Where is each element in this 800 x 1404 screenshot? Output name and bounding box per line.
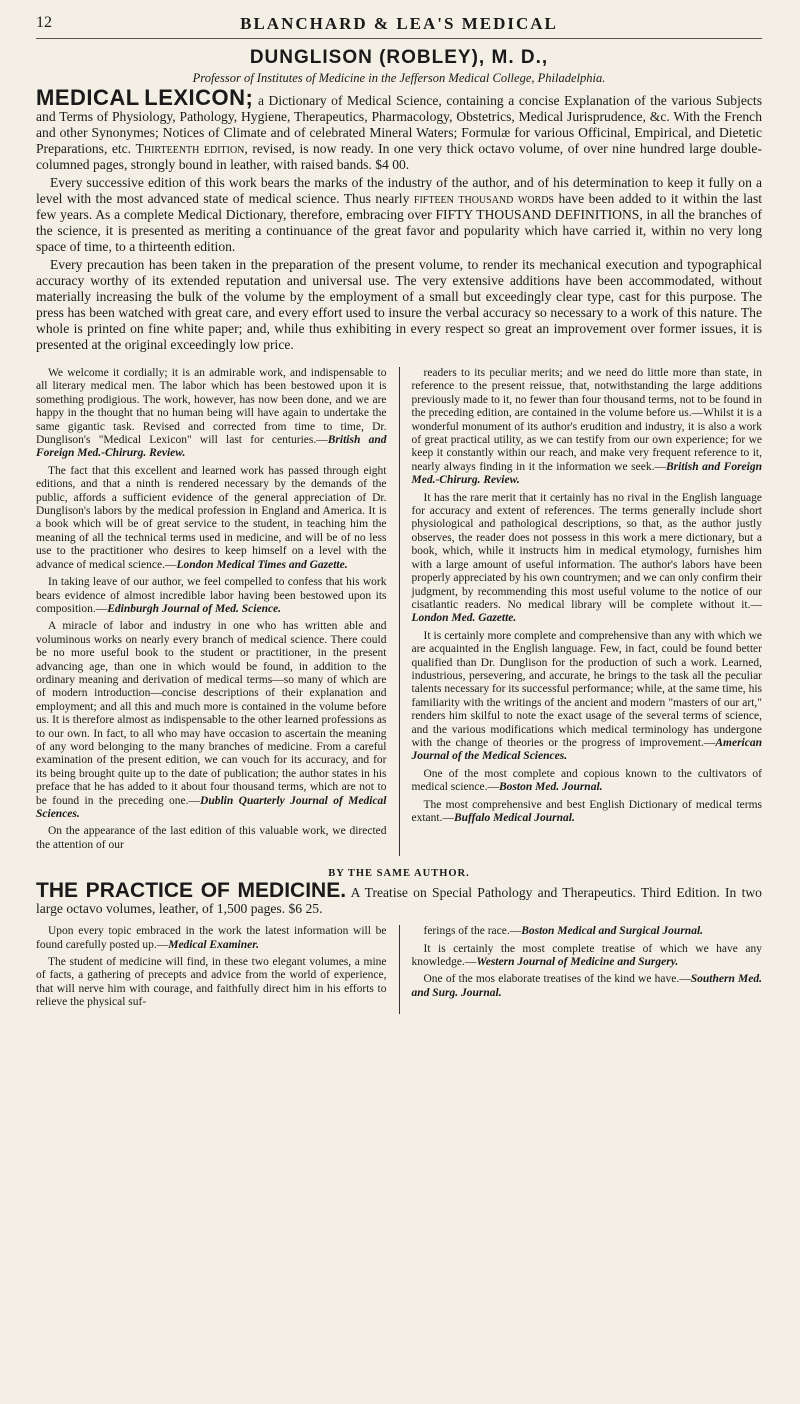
review-text: It is certainly the most complete treatise of which we have any knowledge.— [411, 942, 762, 969]
review-source: Boston Medical and Surgical Journal. [521, 925, 704, 938]
review-text: On the appearance of the last edition of this valuable work, we directed the attention of our [36, 825, 387, 851]
review-source: Dublin Quarterly Journal of Medical Sciences. [36, 794, 387, 820]
review-paragraph [36, 620, 387, 821]
review-source: British and Foreign Med.-Chirurg. Review. [36, 434, 387, 460]
review-text: readers to its peculiar merits; and we need do little more than state, in reference to the present reissue, that, notwithstanding the large additions previously made to it, no fewer than four thousand terms, not to be found in the preceding edition, are contained in the volume before us.—Whilst it is a wonderful monument of its author's erudition and industry, it is also a work of great practical utility, as we can testify from our own experience; for we keep it constantly within our reach, and make very frequent reference to it, nearly always finding in it the information we seek.— [411, 367, 762, 473]
review-paragraph [36, 825, 387, 852]
para1-text-a: Every successive edition of this work bears the marks of the industry of the author, and of his determination to keep it fully on a level with the most advanced state of medical science. Thus nearly [36, 175, 762, 206]
page-number: 12 [36, 14, 52, 31]
review-text: One of the mos elaborate treatises of the kind we have.— [423, 973, 691, 986]
review-text: The fact that this excellent and learned work has passed through eight editions, and that a ninth is rendered necessary by the demands of the public, affords a sufficient evidence of the general appreciation of Dr. Dunglison's labors by the medical profession in England and America. It is a book which will be of great service to the student, in teaching him the meaning of all the technical terms used in medicine, and will be of no less use to the practitioner who desires to keep himself on a level with the advance of medical science.— [36, 464, 387, 571]
review-source: Boston Med. Journal. [499, 781, 603, 794]
lexicon-edition: Thirteenth edition, [135, 141, 248, 156]
practice-right-column [412, 925, 763, 1013]
review-source: London Medical Times and Gazette. [176, 558, 348, 571]
review-paragraph [36, 956, 387, 1010]
author-name: DUNGLISON (ROBLEY), M. D., [249, 47, 549, 68]
review-paragraph [412, 925, 763, 938]
review-source: Western Journal of Medicine and Surgery. [476, 956, 679, 969]
running-title: BLANCHARD & LEA'S MEDICAL [240, 14, 558, 33]
review-text: One of the most complete and copious known to the cultivators of medical science.— [411, 767, 762, 794]
review-paragraph [412, 943, 763, 970]
byline: BY THE SAME AUTHOR. [328, 868, 470, 880]
review-paragraph [36, 576, 387, 616]
review-paragraph [412, 973, 763, 1000]
review-text: In taking leave of our author, we feel compelled to confess that his work bears evidence of almost incredible labor having been bestowed upon its composition.— [36, 576, 387, 615]
review-source: Buffalo Medical Journal. [453, 812, 575, 824]
lexicon-paragraph-1 [36, 175, 762, 255]
practice-title: THE PRACTICE OF MEDICINE. [36, 879, 347, 903]
lexicon-reviews [36, 367, 762, 856]
review-paragraph [36, 367, 387, 461]
review-text: A miracle of labor and industry in one who has written able and voluminous works on nearly every branch of medical science. There could be no more useful book to the student or practitioner, in the present advancing age, than one in which would be found, in addition to the ordinary meaning and derivation of medical terms—so many of which are of modern introduction—concise descriptions of their explanation and employment; and all this and much more is contained in the volume before us. It is therefore almost as indispensable to the other learned professions as to our own. In fact, to all who may have occasion to ascertain the meaning of any word belonging to the many branches of medicine. From a careful examination of the present edition, we can vouch for its accuracy, and for its being brought quite up to the date of publication; the author states in his preface that he has added to it about four thousand terms, which are not to be found in the preceding one.— [36, 620, 387, 807]
column-divider [399, 367, 400, 856]
review-paragraph [412, 768, 763, 795]
review-paragraph [36, 925, 387, 952]
review-paragraph [36, 465, 387, 572]
review-source: London Med. Gazette. [411, 612, 517, 625]
lexicon-title-word: MEDICAL [36, 85, 140, 110]
review-source: American Journal of the Medical Sciences. [411, 736, 762, 763]
lexicon-details: revised, is now ready. In one very thick octavo volume, of over nine hundred large double-columned pages, strongly bound in leather, with raised bands. $4 00. [36, 141, 762, 172]
reviews-right-column [412, 367, 763, 856]
review-text: Upon every topic embraced in the work the latest information will be found carefully posted up.— [36, 925, 387, 951]
review-paragraph [412, 367, 763, 488]
review-text: It is certainly more complete and comprehensive than any with which we are acquainted in the English language. Few, in fact, could be found better qualified than Dr. Dunglison for the production of such a work. Learned, industrious, persevering, and accurate, he brings to the task all the peculiar talents necessary for its successful performance; while, at the same time, his familiarity with the writings of the ancient and modern "masters of our art," renders him skilful to note the exact usage of the several terms of science, and the various modifications which medical terminology has undergone with the change of theories or the progress of improvement.— [411, 629, 762, 749]
review-paragraph [412, 492, 763, 626]
review-source: Edinburgh Journal of Med. Science. [107, 602, 282, 615]
review-source: Medical Examiner. [168, 938, 259, 951]
practice-reviews [36, 925, 762, 1013]
lexicon-paragraph-2: Every precaution has been taken in the preparation of the present volume, to render its mechanical execution and typographical accuracy worthy of its extended reputation and universal use. The very extensive additions have been accommodated, without materially increasing the bulk of the volume by the employment of a small but exceedingly clear type, cast for this purpose. The press has been watched with great care, and every effort used to insure the verbal accuracy so necessary to a work of this nature. The whole is printed on fine white paper; and, while thus exhibiting in every respect so great an improvement over former issues, it is presented at the original exceedingly low price. [36, 257, 762, 352]
para1-smallcaps: fifteen thousand words [413, 191, 554, 206]
para1-text-b: have been added to it within the last few years. As a complete Medical Dictionary, therefore, embracing over FIFTY THOUSAND DEFINITIONS, in all the branches of the science, it is presented as meriting a continuance of the great favor and popularity which have carried it, within no very long space of time, to a thirteenth edition. [36, 191, 763, 254]
reviews-left-column [36, 367, 387, 856]
practice-left-column [36, 925, 387, 1013]
author-affiliation: Professor of Institutes of Medicine in the Jefferson Medical College, Philadelphia. [192, 71, 606, 85]
practice-announcement [36, 879, 762, 917]
lexicon-title-word2: LEXICON; [144, 85, 254, 110]
column-divider-2 [399, 925, 400, 1013]
review-text: ferings of the race.— [423, 925, 522, 938]
review-text: It has the rare merit that it certainly has no rival in the English language for accuracy and extent of references. The terms generally include short physiological and pathological descriptions, so that, as the author justly observes, the reader does not possess in this work a mere dictionary, but a book, which, while it instructs him in medical etymology, furnishes him with a large amount of useful information. The author's labors have been properly appreciated by his own countrymen; and we can only confirm their judgment, by recommending this most useful volume to the notice of our cisatlantic readers. No medical library will be complete without it.— [411, 491, 762, 611]
review-text: We welcome it cordially; it is an admirable work, and indispensable to all literary medical men. The labor which has been bestowed upon it is something prodigious. The work, however, has now been done, and we are happy in the thought that no human being will have again to undertake the same gigantic task. Revised and corrected from time to time, Dr. Dunglison's "Medical Lexicon" will last for centuries.— [36, 367, 387, 447]
review-source: British and Foreign Med.-Chirurg. Review. [411, 460, 762, 487]
review-source: Southern Med. and Surg. Journal. [411, 973, 763, 999]
lexicon-announcement [36, 85, 762, 173]
review-text: The student of medicine will find, in these two elegant volumes, a mine of facts, a gathering of precepts and advice from the world of experience, that will nerve him with courage, and faithfully direct him in his efforts to relieve the physical suf- [36, 956, 387, 1009]
lexicon-intro: a Dictionary of Medical Science, containing a concise Explanation of the various Subjects and Terms of Physiology, Pathology, Hygiene, Therapeutics, Pharmacology, Obstetrics, Medical Jurisprudence, &c. With the French and other Synonymes; Notices of Climate and of celebrated Mineral Waters; Formulæ for various Officinal, Empirical, and Dietetic Preparations, etc. [36, 93, 762, 156]
practice-intro: A Treatise on Special Pathology and Therapeutics. Third Edition. In two large octavo volumes, leather, of 1,500 pages. $6 25. [36, 885, 762, 917]
running-header [36, 14, 762, 39]
review-text: The most comprehensive and best English Dictionary of medical terms extant.— [411, 798, 762, 824]
review-paragraph [412, 630, 763, 764]
review-paragraph [412, 799, 763, 826]
